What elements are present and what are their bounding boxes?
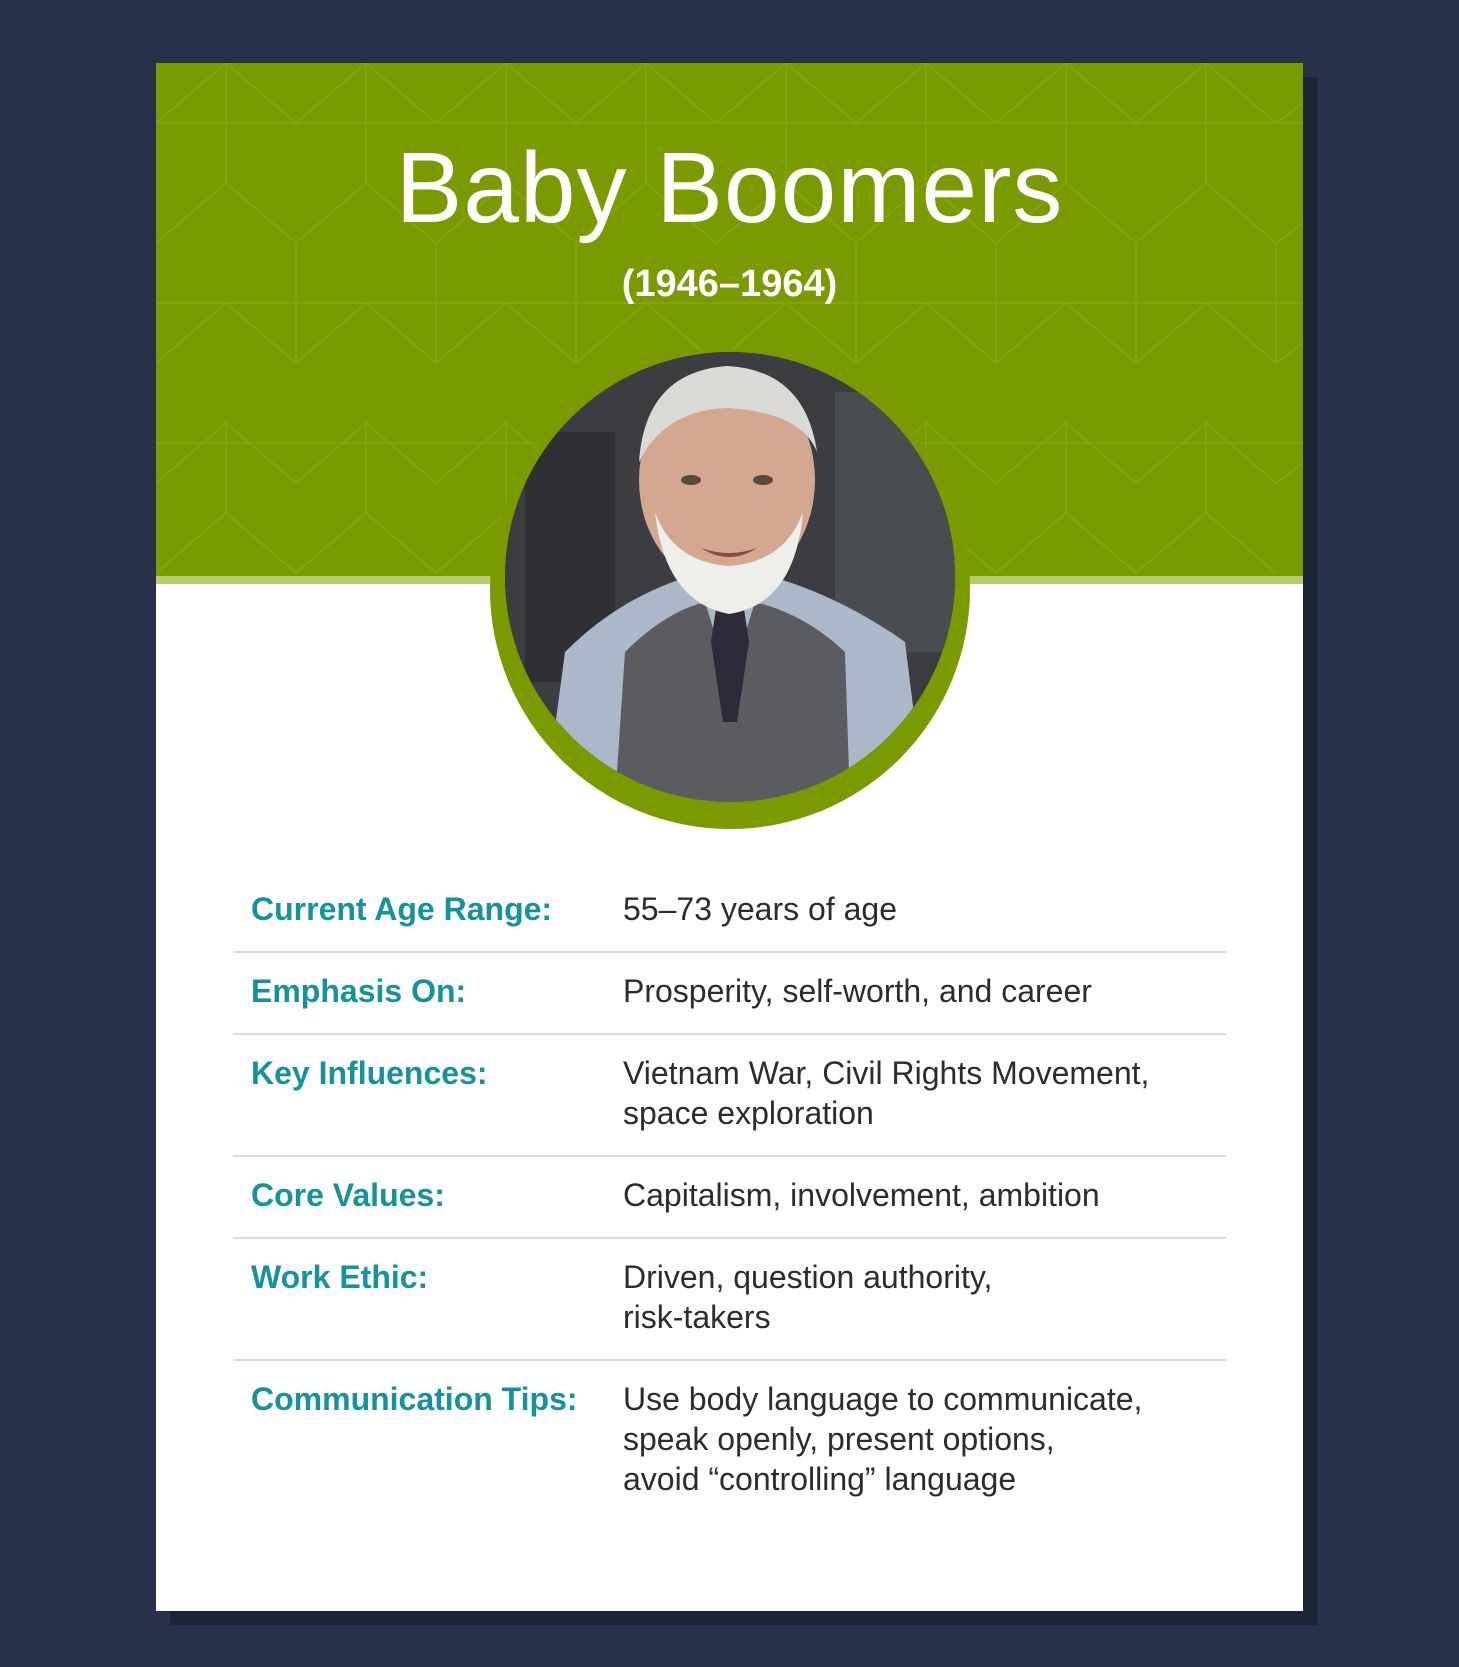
row-label: Current Age Range: bbox=[251, 891, 553, 927]
row-value: Capitalism, involvement, ambition bbox=[623, 1177, 1100, 1213]
senior-man-portrait-icon bbox=[505, 352, 955, 802]
row-value: 55–73 years of age bbox=[623, 891, 897, 927]
row-value: Driven, question authority, risk-takers bbox=[623, 1259, 993, 1335]
table-row bbox=[233, 1361, 1226, 1521]
row-label: Core Values: bbox=[251, 1177, 445, 1213]
generation-card bbox=[156, 63, 1303, 1611]
row-value: Use body language to communicate, speak openly, present options, avoid “controlling” language bbox=[623, 1381, 1143, 1497]
table-row bbox=[233, 953, 1226, 1035]
table-row bbox=[233, 1035, 1226, 1157]
row-label: Emphasis On: bbox=[251, 973, 467, 1009]
table-row bbox=[233, 1239, 1226, 1361]
row-value: Prosperity, self-worth, and career bbox=[623, 973, 1092, 1009]
portrait-photo bbox=[505, 352, 955, 802]
row-label: Key Influences: bbox=[251, 1055, 488, 1091]
row-value: Vietnam War, Civil Rights Movement, space exploration bbox=[623, 1055, 1150, 1131]
attributes-table bbox=[233, 871, 1226, 1521]
table-row bbox=[233, 871, 1226, 953]
row-label: Work Ethic: bbox=[251, 1259, 429, 1295]
row-label: Communication Tips: bbox=[251, 1381, 578, 1417]
year-range: (1946–1964) bbox=[621, 263, 838, 305]
page-title: Baby Boomers bbox=[395, 132, 1064, 244]
table-row bbox=[233, 1157, 1226, 1239]
